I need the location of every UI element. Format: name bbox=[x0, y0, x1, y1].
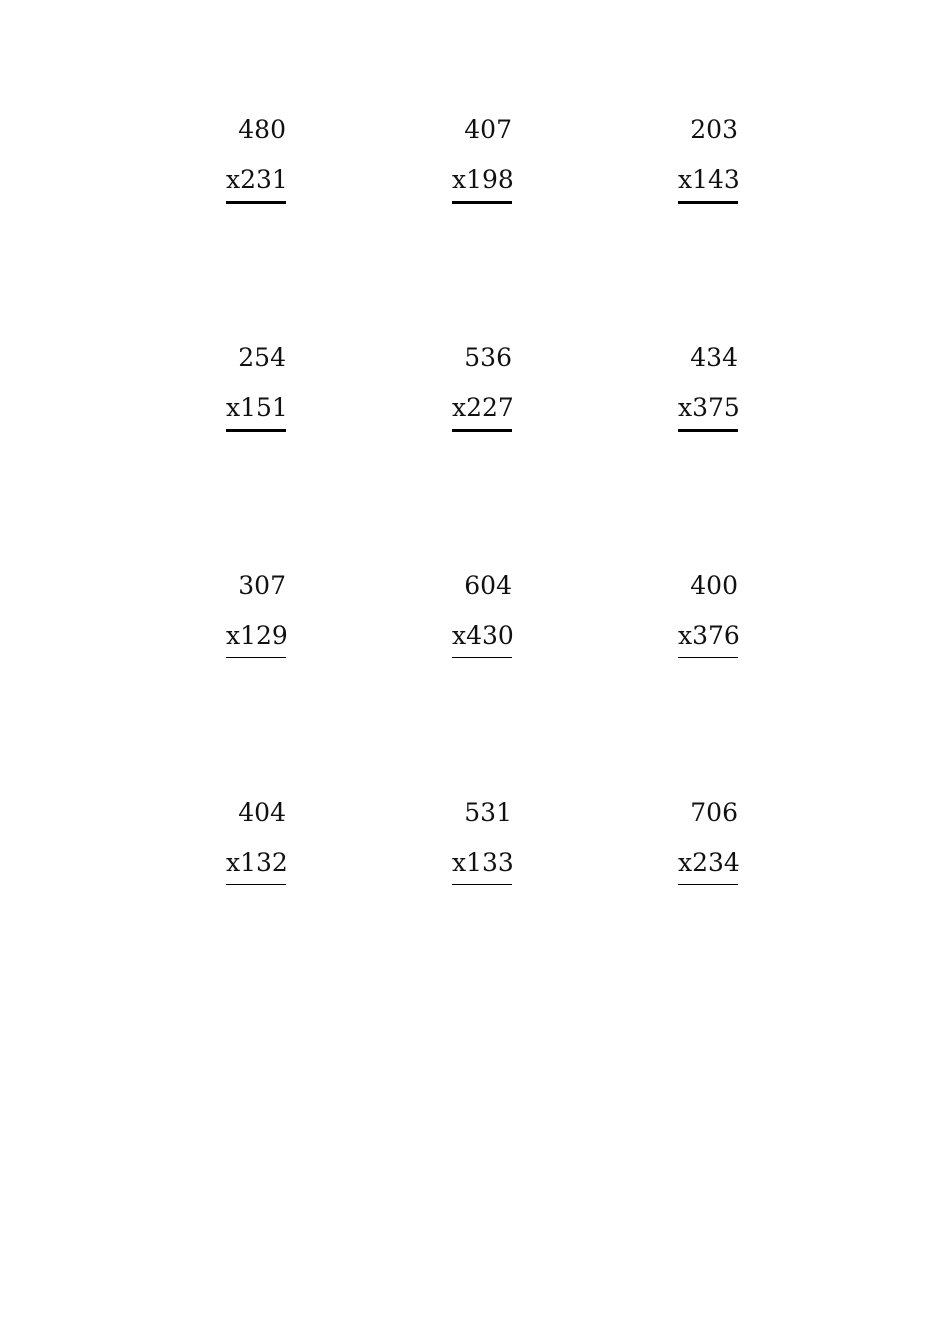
problem-11 bbox=[452, 798, 512, 885]
answer-line bbox=[226, 884, 286, 885]
problem-7 bbox=[226, 571, 286, 658]
multiplier: x227 bbox=[452, 393, 514, 422]
multiplicand: 400 bbox=[690, 571, 738, 600]
problem-6 bbox=[678, 343, 738, 432]
multiplier: x231 bbox=[226, 165, 288, 194]
problem-4 bbox=[226, 343, 286, 432]
answer-line bbox=[452, 201, 512, 204]
problem-10 bbox=[226, 798, 286, 885]
problem-1 bbox=[226, 115, 286, 204]
multiplicand: 536 bbox=[464, 343, 512, 372]
multiplicand: 531 bbox=[464, 798, 512, 827]
answer-line bbox=[678, 201, 738, 204]
answer-line bbox=[678, 884, 738, 885]
multiplier: x132 bbox=[226, 848, 288, 877]
answer-line bbox=[452, 884, 512, 885]
multiplier: x143 bbox=[678, 165, 740, 194]
multiplicand: 480 bbox=[238, 115, 286, 144]
problem-2 bbox=[452, 115, 512, 204]
multiplier: x234 bbox=[678, 848, 740, 877]
answer-line bbox=[678, 429, 738, 432]
multiplicand: 706 bbox=[690, 798, 738, 827]
multiplicand: 404 bbox=[238, 798, 286, 827]
answer-line bbox=[678, 657, 738, 658]
answer-line bbox=[226, 201, 286, 204]
multiplier: x133 bbox=[452, 848, 514, 877]
multiplicand: 434 bbox=[690, 343, 738, 372]
multiplicand: 254 bbox=[238, 343, 286, 372]
multiplicand: 407 bbox=[464, 115, 512, 144]
multiplier: x376 bbox=[678, 621, 740, 650]
multiplier: x129 bbox=[226, 621, 288, 650]
multiplier: x198 bbox=[452, 165, 514, 194]
problem-9 bbox=[678, 571, 738, 658]
answer-line bbox=[226, 657, 286, 658]
problem-12 bbox=[678, 798, 738, 885]
problem-5 bbox=[452, 343, 512, 432]
problem-3 bbox=[678, 115, 738, 204]
answer-line bbox=[452, 429, 512, 432]
multiplier: x375 bbox=[678, 393, 740, 422]
multiplicand: 307 bbox=[238, 571, 286, 600]
answer-line bbox=[226, 429, 286, 432]
multiplicand: 604 bbox=[464, 571, 512, 600]
multiplier: x430 bbox=[452, 621, 514, 650]
multiplier: x151 bbox=[226, 393, 288, 422]
answer-line bbox=[452, 657, 512, 658]
multiplicand: 203 bbox=[690, 115, 738, 144]
problem-8 bbox=[452, 571, 512, 658]
